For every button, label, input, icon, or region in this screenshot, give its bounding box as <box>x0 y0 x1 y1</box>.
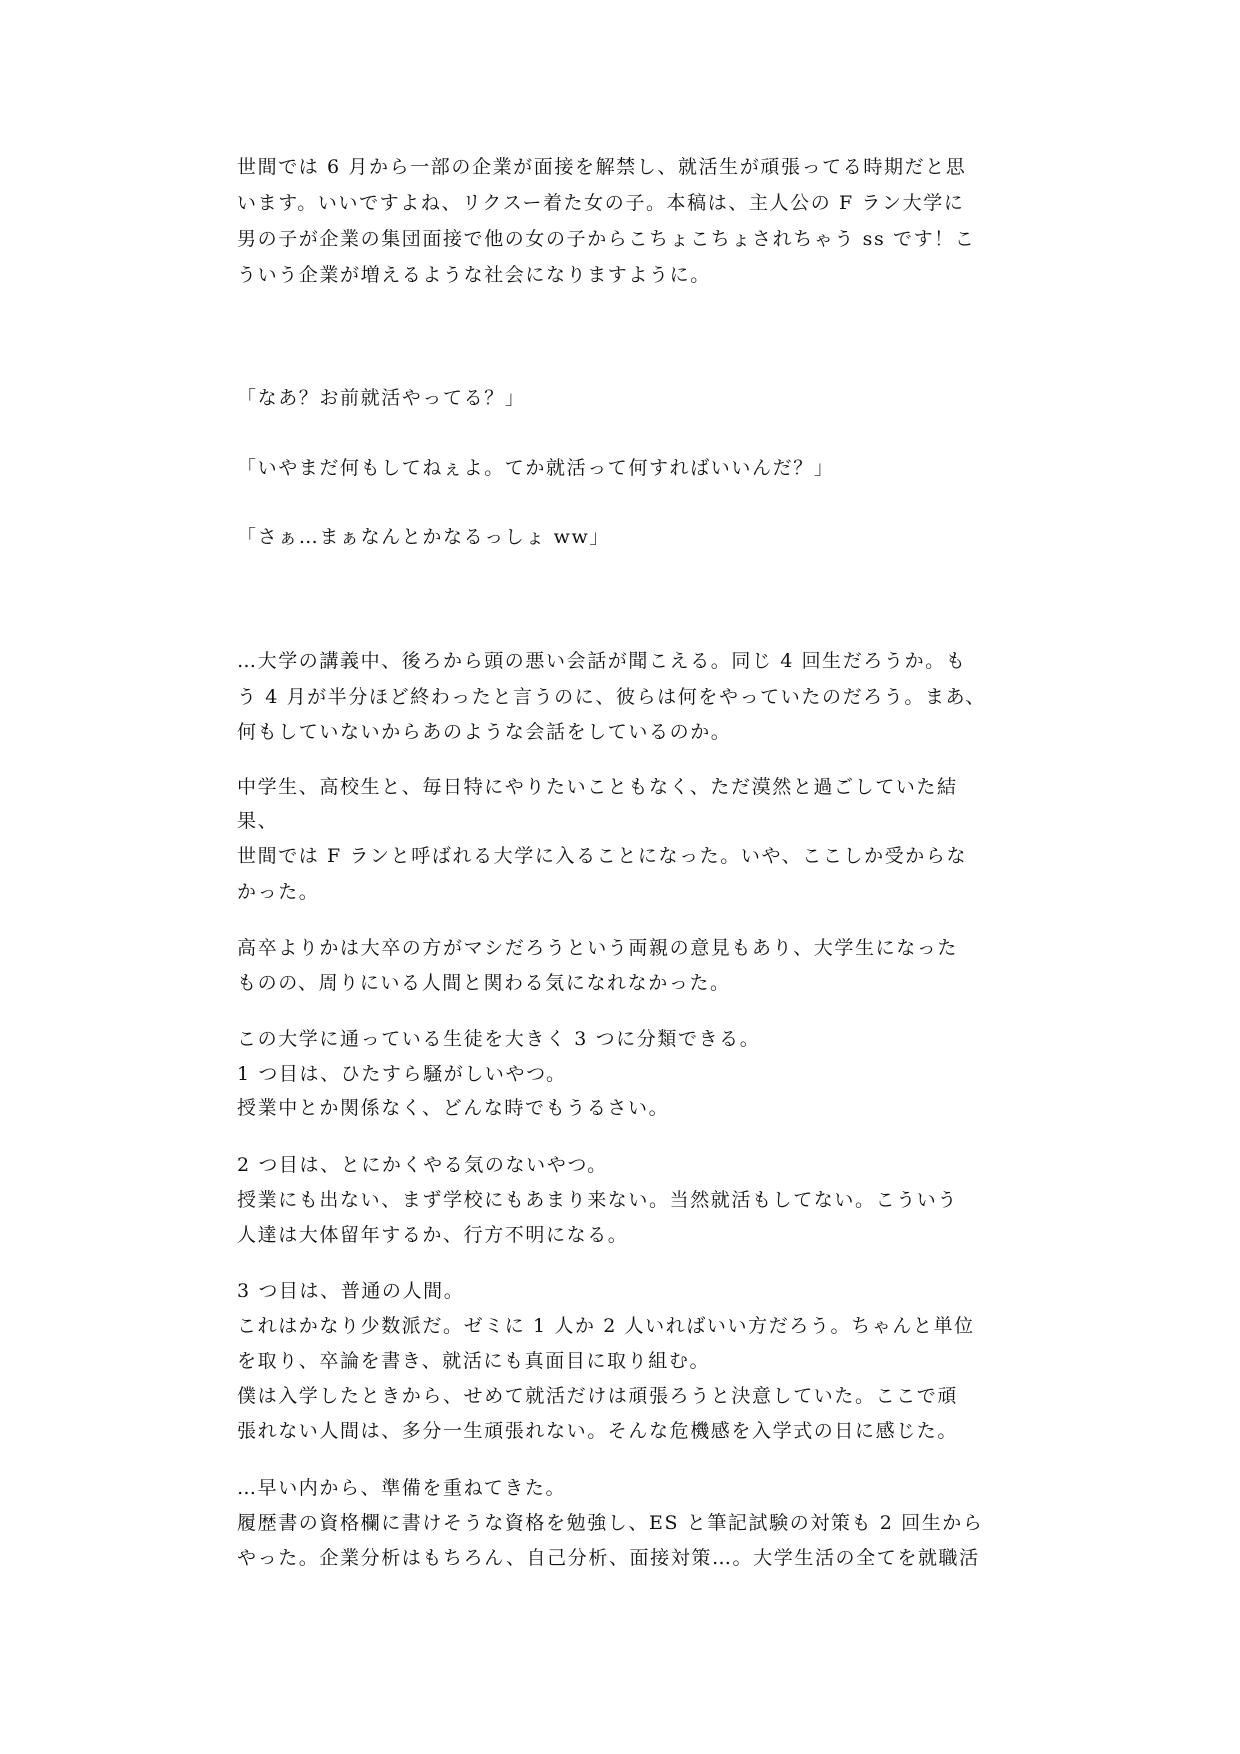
intro-line: います。いいですよね、リクスー着た女の子。本稿は、主人公の F ラン大学に <box>237 192 965 214</box>
body-line: 何もしていないからあのような会話をしているのか。 <box>237 721 732 743</box>
body-line: …早い内から、準備を重ねてきた。 <box>237 1477 567 1499</box>
dialogue-line: 「さぁ…まぁなんとかなるっしょ ww」 <box>237 526 610 548</box>
body-line: 履歴書の資格欄に書けそうな資格を勉強し、ES と筆記試験の対策も 2 回生から <box>237 1512 984 1534</box>
body-line: 僕は入学したときから、せめて就活だけは頑張ろうと決意していた。ここで頑 <box>237 1385 959 1407</box>
body-line: やった。企業分析はもちろん、自己分析、面接対策…。大学生活の全てを就職活 <box>237 1547 980 1569</box>
body-line: かった。 <box>237 881 320 903</box>
body-line: 3 つ目は、普通の人間。 <box>237 1280 465 1302</box>
body-line: 果、 <box>237 810 279 832</box>
body-line: ものの、周りにいる人間と関わる気になれなかった。 <box>237 972 731 994</box>
body-line: この大学に通っている生徒を大きく 3 つに分類できる。 <box>237 1028 761 1050</box>
body-line: を取り、卒論を書き、就活にも真面目に取り組む。 <box>237 1350 711 1372</box>
intro-line: 男の子が企業の集団面接で他の女の子からこちょこちょされちゃう ss です！こ <box>237 228 976 250</box>
body-line: …大学の講義中、後ろから頭の悪い会話が聞こえる。同じ 4 回生だろうか。も <box>237 650 967 672</box>
dialogue-line: 「いやまだ何もしてねぇよ。てか就活って何すればいいんだ？」 <box>237 457 835 479</box>
dialogue-line: 「なあ？お前就活やってる？」 <box>237 387 526 409</box>
body-line: 授業にも出ない、まず学校にもあまり来ない。当然就活もしてない。こういう <box>237 1189 959 1211</box>
body-line: 張れない人間は、多分一生頑張れない。そんな危機感を入学式の日に感じた。 <box>237 1420 959 1442</box>
body-line: 2 つ目は、とにかくやる気のないやつ。 <box>237 1154 608 1176</box>
body-line: 授業中とか関係なく、どんな時でもうるさい。 <box>237 1097 670 1119</box>
intro-line: 世間では 6 月から一部の企業が面接を解禁し、就活生が頑張ってる時期だと思 <box>237 156 967 178</box>
body-line: う 4 月が半分ほど終わったと言うのに、彼らは何をやっていたのだろう。まあ、 <box>237 686 987 708</box>
body-line: 1 つ目は、ひたすら騒がしいやつ。 <box>237 1063 567 1085</box>
body-line: 人達は大体留年するか、行方不明になる。 <box>237 1224 629 1246</box>
body-line: 世間では F ランと呼ばれる大学に入ることになった。いや、ここしか受からな <box>237 845 968 867</box>
body-line: これはかなり少数派だ。ゼミに 1 人か 2 人いればいい方だろう。ちゃんと単位 <box>237 1315 975 1337</box>
intro-line: ういう企業が増えるような社会になりますように。 <box>237 264 711 286</box>
body-line: 高卒よりかは大卒の方がマシだろうという両親の意見もあり、大学生になった <box>237 937 959 959</box>
body-line: 中学生、高校生と、毎日特にやりたいこともなく、ただ漠然と過ごしていた結 <box>237 776 958 798</box>
